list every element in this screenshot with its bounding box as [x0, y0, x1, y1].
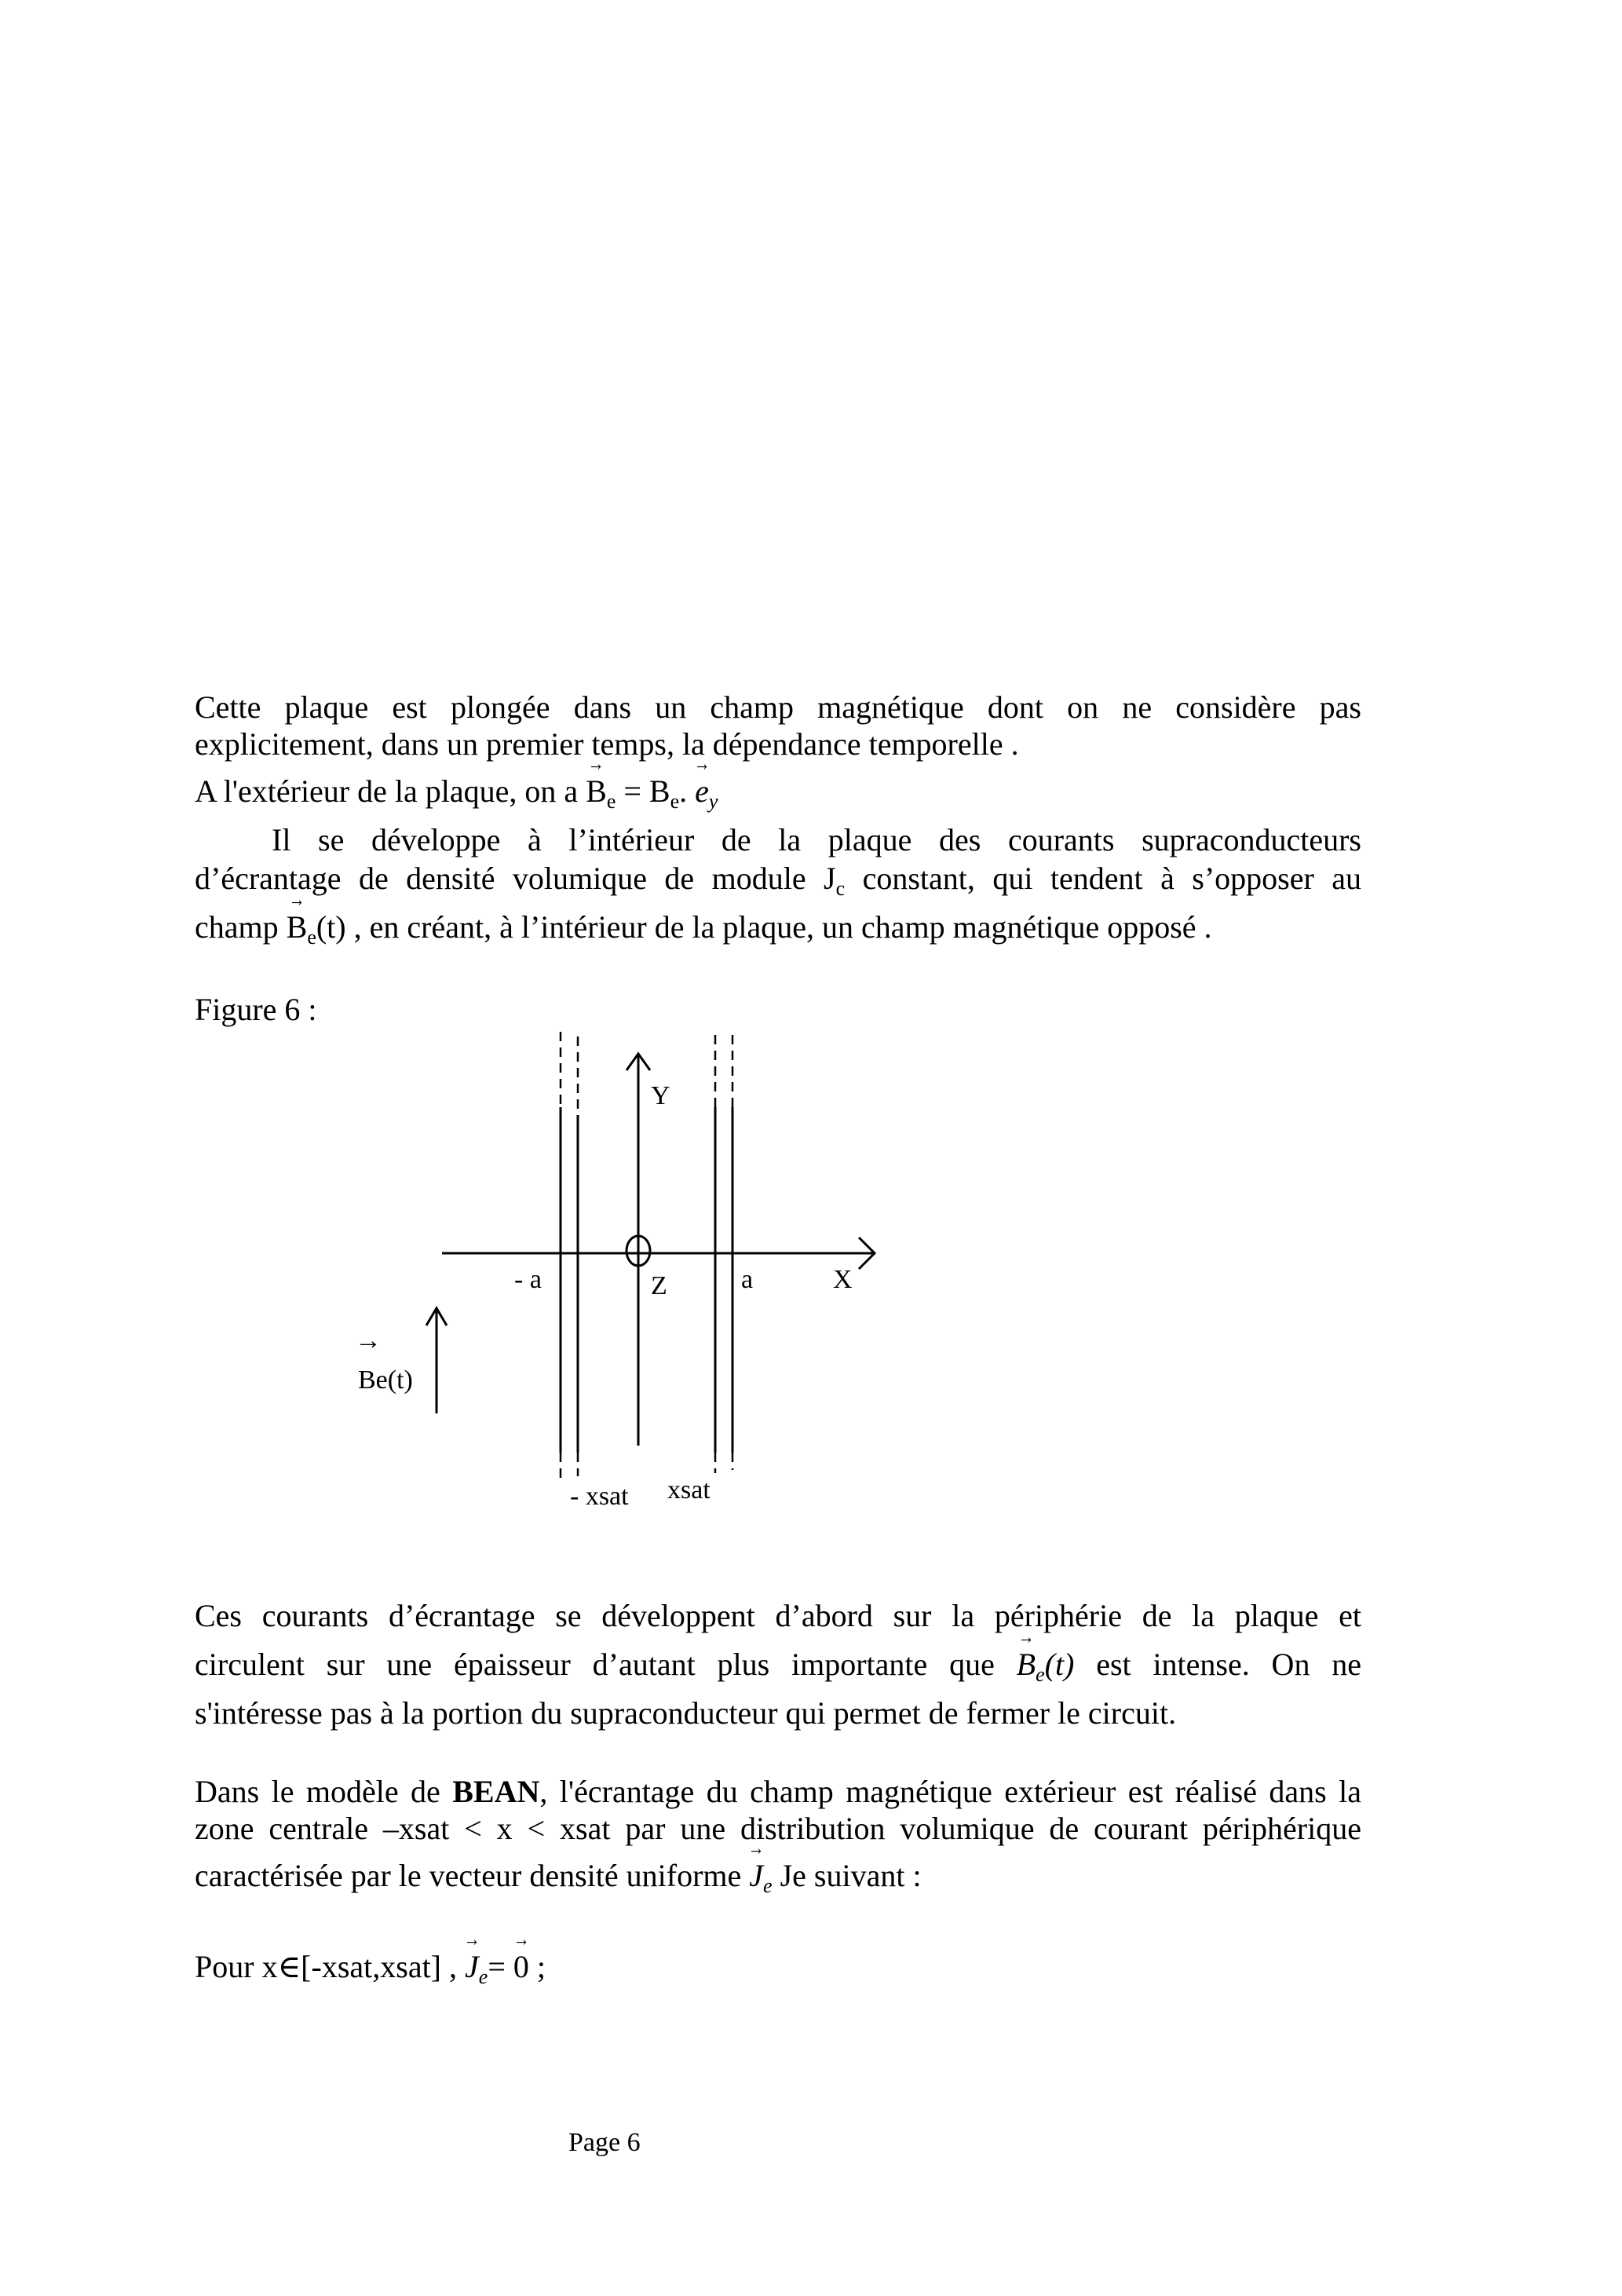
text: champ [195, 909, 287, 945]
text: est intense. On ne [1096, 1647, 1362, 1682]
paragraph-3-line-1: Ces courants d’écrantage se développent d’abord sur la périphérie de la plaque et [195, 1598, 1361, 1633]
subscript: e [606, 790, 616, 813]
page-number: Page 6 [568, 2128, 641, 2157]
label-xsat: xsat [667, 1475, 711, 1504]
text: . [679, 773, 696, 809]
vector-e: → e [695, 773, 709, 810]
text: (t) [1044, 1647, 1075, 1682]
text: , en créant, à l’intérieur de la plaque, un champ magnétique opposé . [345, 909, 1212, 945]
paragraph-4-line-1 [195, 1773, 1361, 1811]
label-x: X [833, 1265, 853, 1294]
paragraph-4-line-3 [195, 1857, 1361, 1895]
text: , l'écrantage du champ magnétique extérieur est réalisé dans la [539, 1774, 1361, 1809]
subscript: y [708, 790, 718, 813]
subscript: e [1036, 1663, 1045, 1686]
label-y: Y [651, 1081, 670, 1110]
text: caractérisée par le vecteur densité uniforme [195, 1858, 750, 1893]
paragraph-4-line-2: zone centrale –xsat < x < xsat par une distribution volumique de courant périphérique [195, 1811, 1361, 1846]
paragraph-1-line-2: explicitement, dans un premier temps, la dépendance temporelle . [195, 726, 1019, 762]
subscript: e [307, 926, 316, 949]
label-be-arrow: → [355, 1326, 382, 1355]
text: Dans le modèle de [195, 1774, 453, 1809]
paragraph-5 [195, 1948, 1361, 1986]
vector-B: → B [287, 909, 308, 946]
label-minus-a: - a [514, 1265, 542, 1294]
paragraph-2-line-1: Il se développe à l’intérieur de la plaque des courants supraconducteurs [272, 822, 1361, 857]
text: Pour x∈[-xsat,xsat] , [195, 1949, 466, 1984]
text: = [488, 1949, 513, 1984]
subscript: e [478, 1965, 488, 1988]
paragraph-3-line-3: s'intéresse pas à la portion du supraconducteur qui permet de fermer le circuit. [195, 1695, 1177, 1731]
bold-bean: BEAN [452, 1774, 540, 1809]
text: d’écrantage de densité volumique de module J [195, 861, 836, 896]
paragraph-1-line-1: Cette plaque est plongée dans un champ magnétique dont on ne considère pas [195, 689, 1361, 725]
text: Je suivant : [772, 1858, 922, 1893]
text: constant, qui tendent à s’opposer au [845, 861, 1361, 896]
vector-J: → J [749, 1857, 763, 1895]
label-be: Be(t) [358, 1366, 413, 1395]
vector-zero: → 0 [513, 1948, 529, 1986]
vector-B: → B [1017, 1646, 1036, 1684]
subscript: e [670, 790, 680, 813]
vector-B: → B [586, 773, 607, 810]
text: circulent sur une épaisseur d’autant plus importante que [195, 1647, 995, 1682]
vector-J: → J [465, 1948, 479, 1986]
text: (t) [316, 909, 346, 945]
subscript: e [763, 1874, 773, 1897]
text: ; [528, 1949, 546, 1984]
subscript: c [835, 877, 846, 900]
figure-caption: Figure 6 : [195, 992, 317, 1027]
paragraph-3-line-2 [195, 1646, 1361, 1684]
label-z: Z [651, 1271, 667, 1300]
label-minus-xsat: - xsat [570, 1482, 629, 1511]
label-a: a [741, 1265, 754, 1294]
text: A l'extérieur de la plaque, on a [195, 773, 586, 809]
text: = B [616, 773, 670, 809]
